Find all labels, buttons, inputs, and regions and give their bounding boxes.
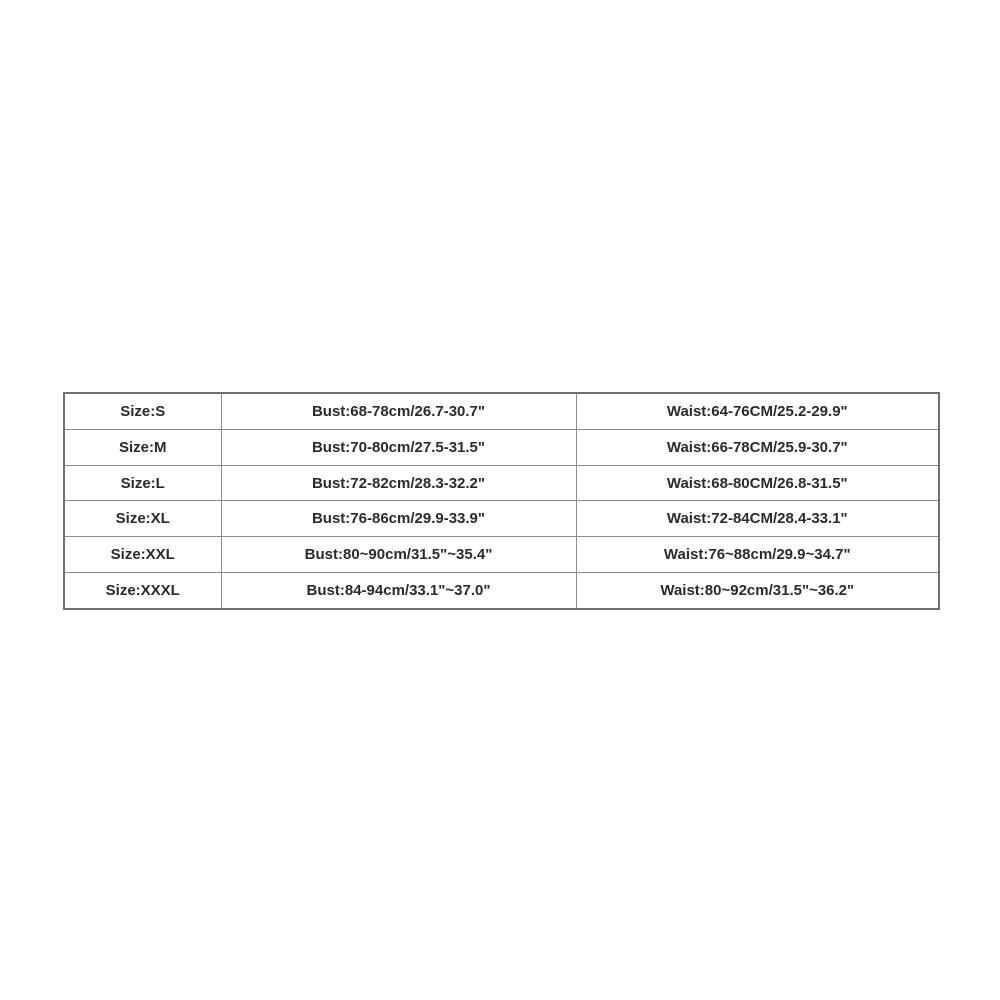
- waist-cell: Waist:64-76CM/25.2-29.9": [576, 393, 939, 430]
- table-row: [64, 501, 939, 537]
- bust-cell: Bust:76-86cm/29.9-33.9": [221, 501, 576, 537]
- bust-cell: Bust:68-78cm/26.7-30.7": [221, 393, 576, 430]
- waist-cell: Waist:68-80CM/26.8-31.5": [576, 465, 939, 501]
- waist-cell: Waist:76~88cm/29.9~34.7": [576, 537, 939, 573]
- table-row: [64, 572, 939, 609]
- bust-cell: Bust:80~90cm/31.5"~35.4": [221, 537, 576, 573]
- waist-cell: Waist:66-78CM/25.9-30.7": [576, 430, 939, 466]
- size-cell: Size:M: [64, 430, 221, 466]
- table-row: [64, 393, 939, 430]
- waist-cell: Waist:72-84CM/28.4-33.1": [576, 501, 939, 537]
- table-row: [64, 465, 939, 501]
- size-cell: Size:XXXL: [64, 572, 221, 609]
- table-row: [64, 537, 939, 573]
- bust-cell: Bust:72-82cm/28.3-32.2": [221, 465, 576, 501]
- size-chart-table: [63, 392, 940, 610]
- size-cell: Size:XL: [64, 501, 221, 537]
- table-row: [64, 430, 939, 466]
- bust-cell: Bust:70-80cm/27.5-31.5": [221, 430, 576, 466]
- waist-cell: Waist:80~92cm/31.5"~36.2": [576, 572, 939, 609]
- size-cell: Size:S: [64, 393, 221, 430]
- size-cell: Size:XXL: [64, 537, 221, 573]
- size-chart-body: [64, 393, 939, 609]
- size-chart: [63, 392, 938, 610]
- bust-cell: Bust:84-94cm/33.1"~37.0": [221, 572, 576, 609]
- size-cell: Size:L: [64, 465, 221, 501]
